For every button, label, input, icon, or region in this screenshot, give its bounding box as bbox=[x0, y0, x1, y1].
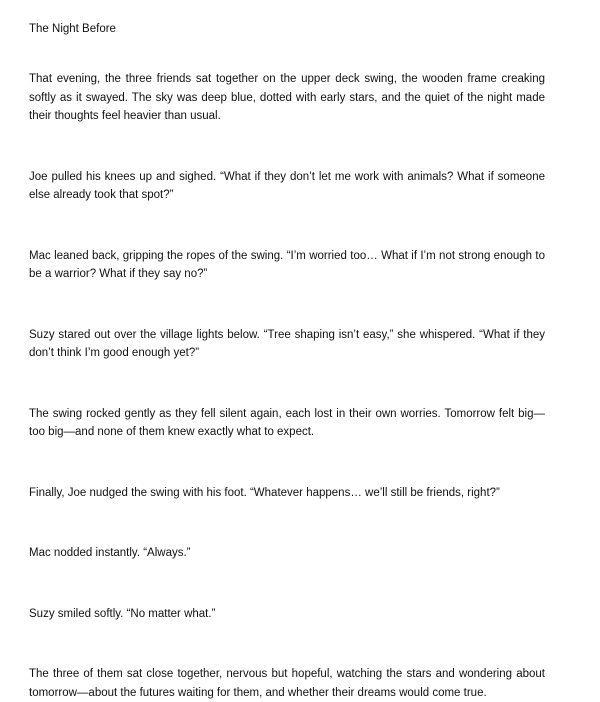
paragraph-1: That evening, the three friends sat together on the upper deck swing, the wooden frame creaking softly as it swayed. The sky was deep blue, dotted with early stars, and the quiet of the night made their thoughts feel heavier than usual. bbox=[29, 73, 545, 122]
paragraph-5: The swing rocked gently as they fell silent again, each lost in their own worries. Tomorrow felt big—too big—and none of them knew exactly what to expect. bbox=[29, 407, 545, 438]
paragraph-7: Mac nodded instantly. “Always.” bbox=[29, 547, 191, 559]
paragraph-2: Joe pulled his knees up and sighed. “What if they don’t let me work with animals? What if someone else already took that spot?” bbox=[29, 170, 545, 201]
paragraph-4: Suzy stared out over the village lights below. “Tree shaping isn’t easy,” she whispered. “What if they don’t think I’m good enough yet?” bbox=[29, 328, 545, 359]
document-title: The Night Before bbox=[29, 23, 116, 35]
paragraph-6: Finally, Joe nudged the swing with his foot. “Whatever happens… we’ll still be friends, right?” bbox=[29, 486, 500, 499]
paragraph-9: The three of them sat close together, nervous but hopeful, watching the stars and wondering about tomorrow—about the futures waiting for them, and whether their dreams would come true. bbox=[29, 668, 545, 699]
document-page bbox=[29, 20, 545, 702]
paragraph-3: Mac leaned back, gripping the ropes of the swing. “I’m worried too… What if I’m not strong enough to be a warrior? What if they say no?” bbox=[29, 249, 545, 280]
paragraph-8: Suzy smiled softly. “No matter what.” bbox=[29, 607, 216, 620]
